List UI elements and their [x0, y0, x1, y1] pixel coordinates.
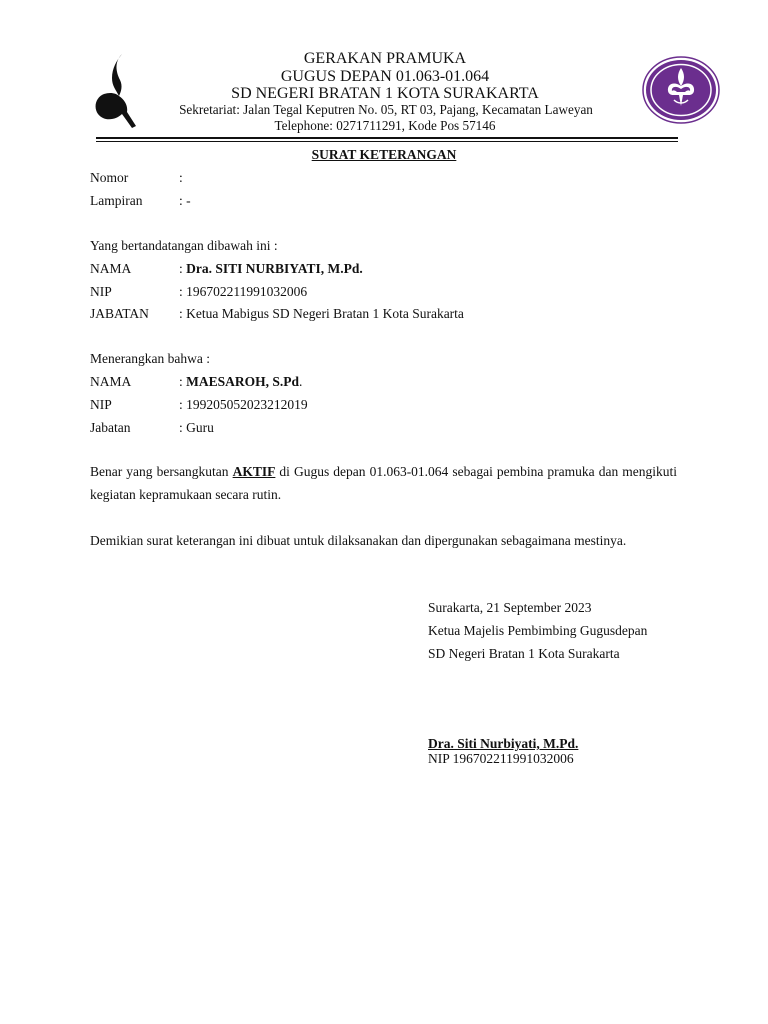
subject-nama	[179, 374, 302, 390]
letterhead-org: GERAKAN PRAMUKA	[303, 50, 467, 67]
closing-unit: SD Negeri Bratan 1 Kota Surakarta	[428, 646, 620, 661]
subject-nama-value: MAESAROH, S.Pd	[186, 374, 300, 389]
letterhead-address: Sekretariat: Jalan Tegal Keputren No. 05, RT 03, Pajang, Kecamatan Laweyan	[179, 102, 593, 117]
subject-nip-label: NIP	[90, 397, 112, 412]
letterhead-contact: Telephone: 0271711291, Kode Pos 57146	[274, 118, 496, 133]
signer-nama	[179, 261, 363, 277]
letterhead-rule-thin	[96, 141, 678, 142]
signer-nama-label: NAMA	[90, 261, 132, 276]
signer-nama-value: Dra. SITI NURBIYATI, M.Pd.	[186, 261, 363, 276]
subject-nama-suffix: .	[299, 374, 303, 389]
signer-nip-label: NIP	[90, 284, 112, 299]
subject-nama-label: NAMA	[90, 374, 132, 389]
scout-emblem-icon	[642, 56, 720, 124]
nomor-value: :	[179, 170, 183, 185]
signer-nip-value: : 196702211991032006	[179, 284, 308, 299]
body-paragraph-1	[90, 460, 677, 506]
subject-jabatan-value: : Guru	[179, 420, 214, 435]
body-p1-pre: Benar yang bersangkutan	[90, 464, 233, 479]
signature-nip: NIP 196702211991032006	[428, 751, 574, 766]
signer-jabatan-label: JABATAN	[90, 306, 149, 321]
tunas-kelapa-icon	[92, 50, 142, 130]
document-title: SURAT KETERANGAN	[311, 147, 457, 162]
status-aktif: AKTIF	[232, 464, 276, 479]
subject-jabatan-label: Jabatan	[90, 420, 131, 435]
letterhead-rule	[96, 137, 678, 139]
signer-nama-colon: :	[179, 261, 187, 276]
signer-jabatan-value: : Ketua Mabigus SD Negeri Bratan 1 Kota Surakarta	[179, 306, 464, 321]
lampiran-value: : -	[179, 193, 191, 208]
subject-nip-value: : 199205052023212019	[179, 397, 308, 412]
lampiran-label: Lampiran	[90, 193, 143, 208]
nomor-label: Nomor	[90, 170, 129, 185]
body-paragraph-2: Demikian surat keterangan ini dibuat untuk dilaksanakan dan dipergunakan sebagaimana mestinya.	[90, 533, 627, 548]
subject-nama-colon: :	[179, 374, 187, 389]
closing-place-date: Surakarta, 21 September 2023	[428, 600, 592, 615]
signature-name: Dra. Siti Nurbiyati, M.Pd.	[428, 736, 579, 751]
body-p1-post: di Gugus depan 01.063-01.064 sebagai pembina pramuka dan mengikuti kegiatan kepramukaan secara rutin.	[90, 464, 677, 502]
closing-position: Ketua Majelis Pembimbing Gugusdepan	[428, 623, 648, 638]
signer-intro: Yang bertandatangan dibawah ini :	[90, 238, 278, 253]
letterhead-gugus: GUGUS DEPAN 01.063-01.064	[280, 68, 490, 85]
subject-intro: Menerangkan bahwa :	[90, 351, 210, 366]
letterhead-school: SD NEGERI BRATAN 1 KOTA SURAKARTA	[231, 85, 539, 102]
